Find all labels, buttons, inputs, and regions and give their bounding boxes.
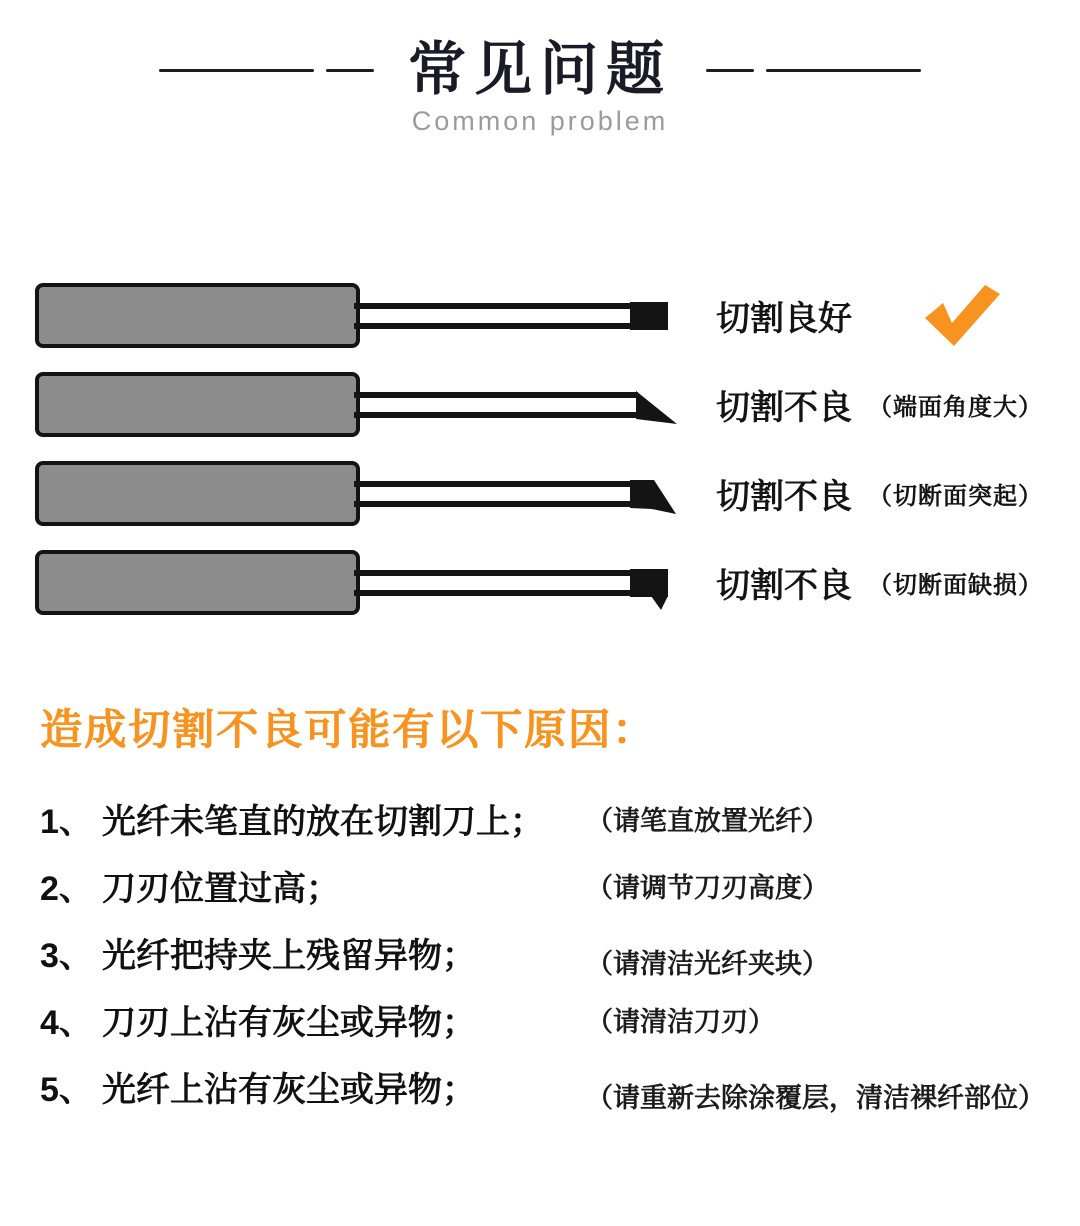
cause-note: （请笔直放置光纤） bbox=[586, 806, 829, 836]
cause-number: 3、 bbox=[40, 937, 93, 975]
causes-heading: 造成切割不良可能有以下原因： bbox=[40, 706, 657, 753]
cleave-quality-diagram bbox=[0, 283, 1080, 615]
cause-number: 4、 bbox=[40, 1004, 93, 1042]
cut-defect-note: （切断面突起） bbox=[868, 483, 1043, 510]
cut-result-label: 切割良好 bbox=[716, 300, 852, 338]
cut-result-label: 切割不良 bbox=[716, 478, 852, 516]
cut-defect-note: （切断面缺损） bbox=[868, 572, 1043, 599]
fiber-coating-block bbox=[35, 372, 360, 437]
cause-note: （请清洁光纤夹块） bbox=[586, 949, 829, 979]
cause-text: 刀刃上沾有灰尘或异物； bbox=[102, 1004, 476, 1042]
title-divider-right-outer bbox=[766, 69, 921, 72]
cause-text: 光纤把持夹上残留异物； bbox=[102, 937, 476, 975]
cut-result-label: 切割不良 bbox=[716, 389, 852, 427]
fiber-diagram-chipped-end bbox=[354, 555, 680, 611]
page-header bbox=[0, 0, 1080, 137]
title-row bbox=[0, 34, 1080, 106]
page-subtitle: Common problem bbox=[411, 106, 669, 136]
cut-result-label: 切割不良 bbox=[716, 567, 852, 605]
cut-defect-note: （端面角度大） bbox=[868, 394, 1043, 421]
cause-number: 5、 bbox=[40, 1071, 93, 1109]
cause-note: （请清洁刀刃） bbox=[586, 1007, 775, 1037]
title-divider-left-inner bbox=[326, 69, 374, 72]
fiber-diagram-protruding-end bbox=[354, 466, 680, 522]
causes-section bbox=[0, 697, 1080, 1120]
fiber-coating-block bbox=[35, 283, 360, 348]
cause-number: 1、 bbox=[40, 803, 93, 841]
cause-text: 光纤未笔直的放在切割刀上； bbox=[102, 803, 544, 841]
diagram-row-angle bbox=[35, 372, 1080, 437]
cause-item-2 bbox=[40, 852, 1080, 919]
cause-number: 2、 bbox=[40, 870, 93, 908]
fiber-diagram-angled-end bbox=[354, 377, 680, 433]
causes-list bbox=[40, 785, 1080, 1120]
check-icon bbox=[922, 283, 1004, 349]
cause-item-1 bbox=[40, 785, 1080, 852]
title-divider-left-outer bbox=[159, 69, 314, 72]
diagram-row-good bbox=[35, 283, 1080, 348]
cause-item-4 bbox=[40, 986, 1080, 1053]
cause-text: 刀刃位置过高； bbox=[102, 870, 340, 908]
cause-item-5 bbox=[40, 1053, 1080, 1120]
diagram-row-bulge bbox=[35, 461, 1080, 526]
fiber-coating-block bbox=[35, 550, 360, 615]
cause-note: （请重新去除涂覆层，清洁裸纤部位） bbox=[586, 1083, 1045, 1113]
cause-text: 光纤上沾有灰尘或异物； bbox=[102, 1071, 476, 1109]
title-divider-right-inner bbox=[706, 69, 754, 72]
page-title: 常见问题 bbox=[407, 37, 672, 102]
cause-note: （请调节刀刃高度） bbox=[586, 873, 829, 903]
cause-item-3 bbox=[40, 919, 1080, 986]
fiber-coating-block bbox=[35, 461, 360, 526]
diagram-row-chipped bbox=[35, 550, 1080, 615]
fiber-diagram-good-flat-end bbox=[354, 288, 680, 344]
